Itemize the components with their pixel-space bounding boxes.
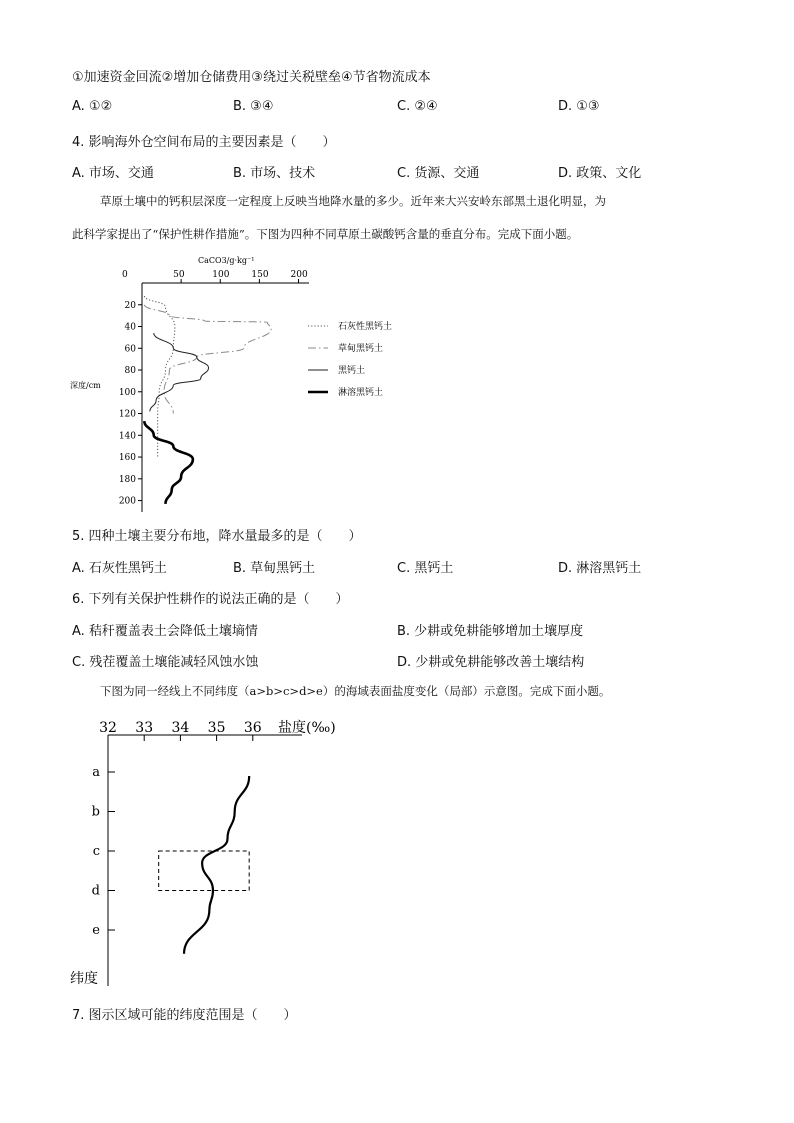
q6-option-c[interactable]: C. 残茬覆盖土壤能减轻风蚀水蚀 bbox=[72, 655, 259, 670]
passage1-line1: 草原土壤中的钙积层深度一定程度上反映当地降水量的多少。近年来大兴安岭东部黑土退化明显，为 bbox=[100, 194, 606, 208]
q4-option-b[interactable]: B. 市场、技术 bbox=[233, 166, 316, 181]
chart1-y-title: 深度/cm bbox=[70, 381, 101, 390]
chart1-y-tick-label: 60 bbox=[124, 344, 136, 355]
chart1-x-tick-label: 150 bbox=[251, 270, 269, 280]
chart2-series bbox=[184, 776, 249, 954]
chart2-x-tick-label: 36 bbox=[243, 720, 262, 736]
passage1-line2: 此科学家提出了“保护性耕作措施”。下图为四种不同草原土碳酸钙含量的垂直分布。完成下面小题。 bbox=[72, 227, 579, 241]
chart1-legend-label: 黑钙土 bbox=[338, 366, 366, 376]
q4-option-c[interactable]: C. 货源、交通 bbox=[397, 166, 480, 181]
chart2-x-tick-label: 35 bbox=[207, 720, 226, 736]
q6-option-b[interactable]: B. 少耕或免耕能够增加土壤厚度 bbox=[397, 624, 584, 639]
chart2-x-tick-label: 33 bbox=[135, 720, 154, 736]
chart2-y-tick-label: b bbox=[91, 804, 100, 820]
chart1-y-ticks bbox=[119, 301, 142, 507]
chart1-series-line bbox=[144, 305, 271, 414]
chart2-y-ticks bbox=[92, 765, 115, 938]
q6-option-d[interactable]: D. 少耕或免耕能够改善土壤结构 bbox=[397, 655, 585, 670]
chart1-x-tick-label: 0 bbox=[122, 270, 128, 280]
q3-option-a[interactable]: A. ①② bbox=[72, 99, 113, 114]
chart1-y-tick-label: 140 bbox=[118, 431, 136, 442]
chart1-y-tick-label: 40 bbox=[124, 322, 136, 333]
chart1-legend bbox=[308, 320, 392, 398]
chart1-y-tick-label: 100 bbox=[118, 387, 136, 398]
chart1-legend-label: 草甸黑钙土 bbox=[338, 344, 384, 354]
chart2-y-tick-label: e bbox=[92, 923, 100, 938]
q3-option-d[interactable]: D. ①③ bbox=[558, 99, 600, 114]
q5-options bbox=[72, 557, 732, 577]
q5-option-b[interactable]: B. 草甸黑钙土 bbox=[233, 561, 316, 576]
q5-option-a[interactable]: A. 石灰性黑钙土 bbox=[72, 561, 167, 576]
chart1-x-title: CaCO3/g·kg⁻¹ bbox=[198, 256, 255, 265]
chart1-series-line bbox=[144, 421, 193, 504]
q3-option-b[interactable]: B. ③④ bbox=[233, 99, 274, 114]
chart2-y-tick-label: c bbox=[92, 844, 100, 859]
chart1-y-tick-label: 80 bbox=[124, 366, 136, 377]
chart1-x-tick-label: 100 bbox=[212, 270, 230, 280]
chart1-y-tick-label: 180 bbox=[118, 474, 136, 485]
q4-options bbox=[72, 162, 732, 182]
chart1-legend-label: 淋溶黑钙土 bbox=[338, 388, 384, 398]
chart1-x-tick-label: 200 bbox=[290, 270, 308, 280]
chart2-y-title: 纬度 bbox=[70, 971, 98, 987]
q3-option-c[interactable]: C. ②④ bbox=[397, 99, 438, 114]
q6-options-row1 bbox=[72, 620, 732, 640]
q5-option-c[interactable]: C. 黑钙土 bbox=[397, 561, 454, 576]
q7-stem: 7. 图示区域可能的纬度范围是（ ） bbox=[72, 1008, 297, 1023]
q4-option-d[interactable]: D. 政策、文化 bbox=[558, 166, 642, 181]
chart2-x-tick-label: 32 bbox=[99, 720, 117, 736]
chart1-legend-label: 石灰性黑钙土 bbox=[338, 322, 393, 332]
q6-stem: 6. 下列有关保护性耕作的说法正确的是（ ） bbox=[72, 592, 349, 607]
chart1-y-tick-label: 20 bbox=[124, 300, 136, 311]
salinity-latitude-chart bbox=[66, 708, 366, 990]
chart1-y-tick-label: 200 bbox=[118, 496, 136, 507]
passage2: 下图为同一经线上不同纬度（a>b>c>d>e）的海域表面盐度变化（局部）示意图。完成下面小题。 bbox=[100, 684, 611, 698]
chart1-y-tick-label: 120 bbox=[118, 409, 136, 420]
q5-option-d[interactable]: D. 淋溶黑钙土 bbox=[558, 561, 642, 576]
chart2-x-title: 盐度(‰) bbox=[278, 720, 336, 736]
q6-option-a[interactable]: A. 秸秆覆盖表土会降低土壤墒情 bbox=[72, 624, 258, 639]
q4-stem: 4. 影响海外仓空间布局的主要因素是（ ） bbox=[72, 135, 336, 150]
q6-options-row2 bbox=[72, 651, 732, 671]
chart1-x-tick-label: 50 bbox=[173, 270, 185, 280]
chart2-x-ticks bbox=[99, 720, 262, 741]
chart2-x-tick-label: 34 bbox=[171, 720, 190, 736]
caco3-depth-chart bbox=[66, 254, 406, 516]
chart1-x-ticks bbox=[122, 270, 308, 283]
chart2-salinity-line bbox=[184, 776, 249, 954]
q3-statement: ①加速资金回流②增加仓储费用③绕过关税壁垒④节省物流成本 bbox=[72, 70, 431, 85]
q3-options bbox=[72, 99, 732, 119]
q5-stem: 5. 四种土壤主要分布地，降水量最多的是（ ） bbox=[72, 529, 362, 544]
chart2-y-tick-label: d bbox=[91, 883, 100, 899]
chart1-series bbox=[144, 296, 271, 504]
chart2-y-tick-label: a bbox=[92, 765, 100, 780]
chart1-series-line bbox=[150, 333, 209, 411]
chart1-series-line bbox=[144, 296, 175, 457]
q4-option-a[interactable]: A. 市场、交通 bbox=[72, 166, 154, 181]
chart1-y-tick-label: 160 bbox=[118, 453, 136, 464]
